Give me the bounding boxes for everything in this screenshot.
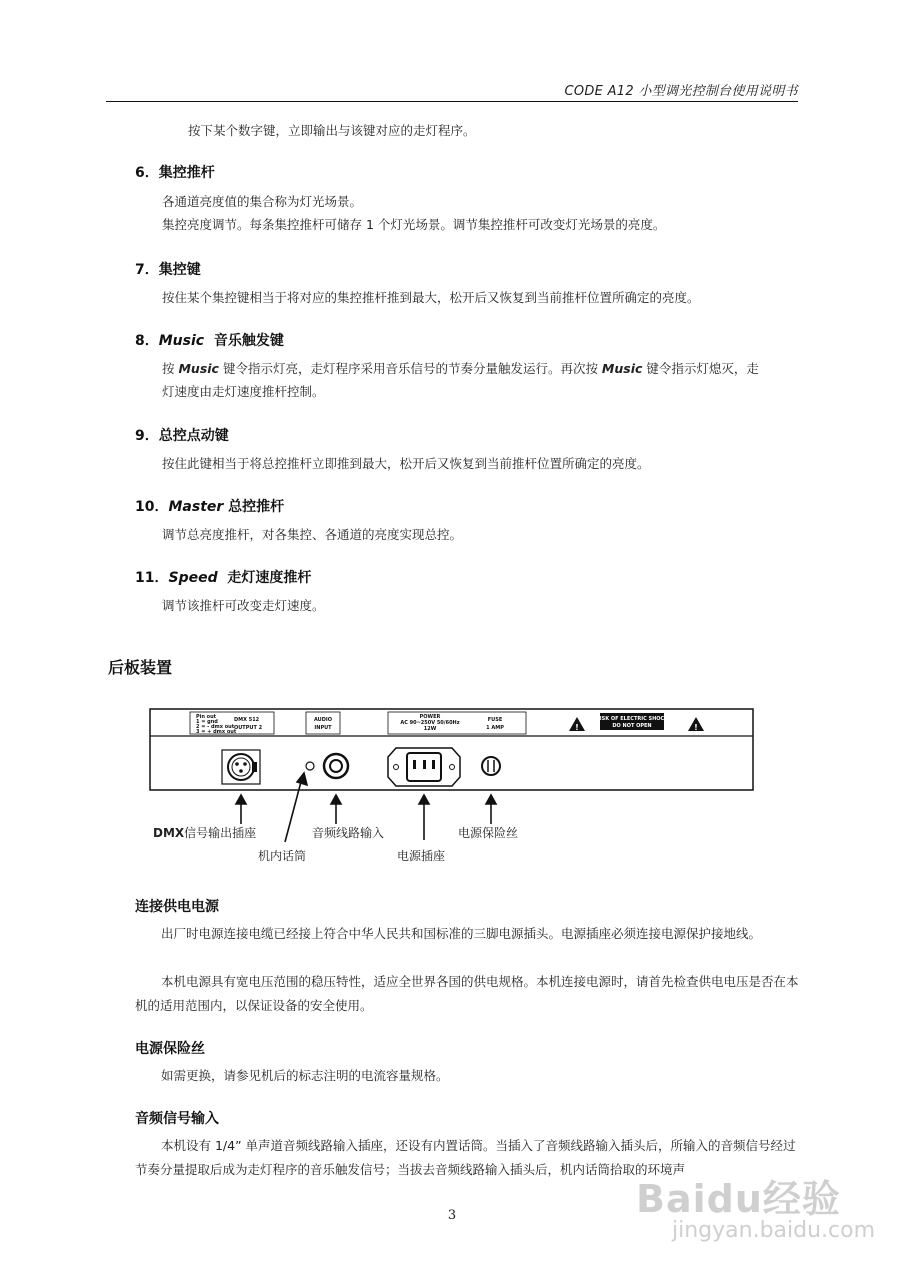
- audio-jack-icon: [324, 754, 348, 778]
- item-6-line-2: 集控亮度调节。每条集控推杆可储存 1 个灯光场景。调节集控推杆可改变灯光场景的亮度。: [162, 217, 666, 232]
- audio-label-1: AUDIO: [313, 717, 333, 723]
- pin-out-label-1: Pin out: [196, 714, 217, 720]
- section-power-connection-para-2: 本机电源具有宽电压范围的稳压特性，适应全世界各国的供电规格。本机连接电源时，请首先检查供电电压是否在本机的适用范围内，以保证设备的安全使用。: [135, 974, 799, 1013]
- page-number: 3: [447, 1208, 457, 1223]
- item-9-line-1: 按住此键相当于将总控推杆立即推到最大，松开后又恢复到当前推杆位置所确定的亮度。: [162, 456, 650, 471]
- section-power-connection-para-1: 出厂时电源连接电缆已经接上符合中华人民共和国标准的三脚电源插头。电源插座必须连接电源保护接地线。: [161, 926, 762, 941]
- callout-power-label: 电源插座: [397, 849, 446, 863]
- item-8-line-1: 按 Music 键令指示灯亮，走灯程序采用音乐信号的节奏分量触发运行。再次按 Music 键令指示灯熄灭，走: [162, 361, 759, 376]
- section-audio-input-para-1: 本机设有 1/4” 单声道音频线路输入插座，还设有内置话筒。当插入了音频线路输入插头后，所输入的音频信号经过节奏分量提取后成为走灯程序的音乐触发信号；当拔去音频线路输入插头后，机内话筒拾取的环境声: [135, 1138, 796, 1177]
- item-8-heading: 8．Music 音乐触发键: [135, 333, 284, 349]
- section-fuse-para-1: 如需更换，请参见机后的标志注明的电流容量规格。: [161, 1068, 449, 1083]
- power-label-3: 12W: [423, 726, 437, 732]
- item-11-heading: 11．Speed 走灯速度推杆: [135, 570, 312, 586]
- rear-panel-title: 后板装置: [108, 658, 173, 677]
- rear-panel-diagram: [130, 700, 770, 870]
- risk-label-2: DO NOT OPEN: [612, 723, 652, 729]
- dmx-label-2: OUTPUT 2: [234, 725, 263, 731]
- pin-out-label-4: 3 = + dmx out: [196, 729, 237, 735]
- item-7-line-1: 按住某个集控键相当于将对应的集控推杆推到最大，松开后又恢复到当前推杆位置所确定的亮度。: [162, 290, 700, 305]
- fuse-label-1: FUSE: [487, 717, 503, 723]
- item-8-line-2: 灯速度由走灯速度推杆控制。: [162, 384, 325, 399]
- svg-text:!: !: [694, 723, 698, 732]
- item-7-heading: 7．集控键: [135, 262, 201, 278]
- callout-mic-label: 机内话筒: [258, 849, 307, 863]
- fuse-holder-icon: [482, 757, 500, 775]
- section-audio-input-title: 音频信号输入: [135, 1111, 219, 1127]
- item-11-line-1: 调节该推杆可改变走灯速度。: [162, 598, 325, 613]
- audio-label-2: INPUT: [314, 725, 332, 731]
- warning-triangle-icon-left: [569, 717, 585, 732]
- intro-line: 按下某个数字键，立即输出与该键对应的走灯程序。: [188, 123, 476, 138]
- callout-fuse-label: 电源保险丝: [458, 826, 519, 840]
- item-6-line-1: 各通道亮度值的集合称为灯光场景。: [162, 194, 363, 209]
- risk-label-1: RISK OF ELECTRIC SHOCK: [595, 716, 669, 722]
- document-header-title: CODE A12 小型调光控制台使用说明书: [564, 84, 798, 99]
- watermark-url: jingyan.baidu.com: [672, 1218, 876, 1243]
- power-socket-icon: [388, 748, 460, 786]
- callout-audio-label: 音频线路输入: [312, 826, 385, 840]
- power-label-1: POWER: [419, 714, 441, 720]
- item-10-heading: 10．Master 总控推杆: [135, 499, 285, 515]
- watermark-logo: Baidu经验: [636, 1177, 841, 1221]
- power-label-2: AC 90~250V 50/60Hz: [400, 720, 460, 726]
- dmx-label-1: DMX 512: [234, 717, 260, 723]
- item-6-heading: 6．集控推杆: [135, 165, 215, 181]
- item-9-heading: 9．总控点动键: [135, 428, 229, 444]
- section-power-connection-title: 连接供电电源: [135, 899, 219, 915]
- pin-out-label-2: 1 = gnd: [196, 719, 218, 725]
- svg-text:!: !: [575, 723, 579, 732]
- dmx-xlr-connector-icon: [222, 750, 260, 784]
- item-10-line-1: 调节总亮度推杆，对各集控、各通道的亮度实现总控。: [162, 527, 463, 542]
- mic-hole-icon: [306, 762, 314, 770]
- header-rule: [106, 101, 798, 102]
- callout-dmx-label: DMX信号输出插座: [153, 826, 257, 840]
- warning-triangle-icon-right: [688, 717, 704, 732]
- pin-out-label-3: 2 = - dmx out: [196, 724, 235, 730]
- fuse-label-2: 1 AMP: [486, 725, 504, 731]
- section-fuse-title: 电源保险丝: [135, 1041, 205, 1057]
